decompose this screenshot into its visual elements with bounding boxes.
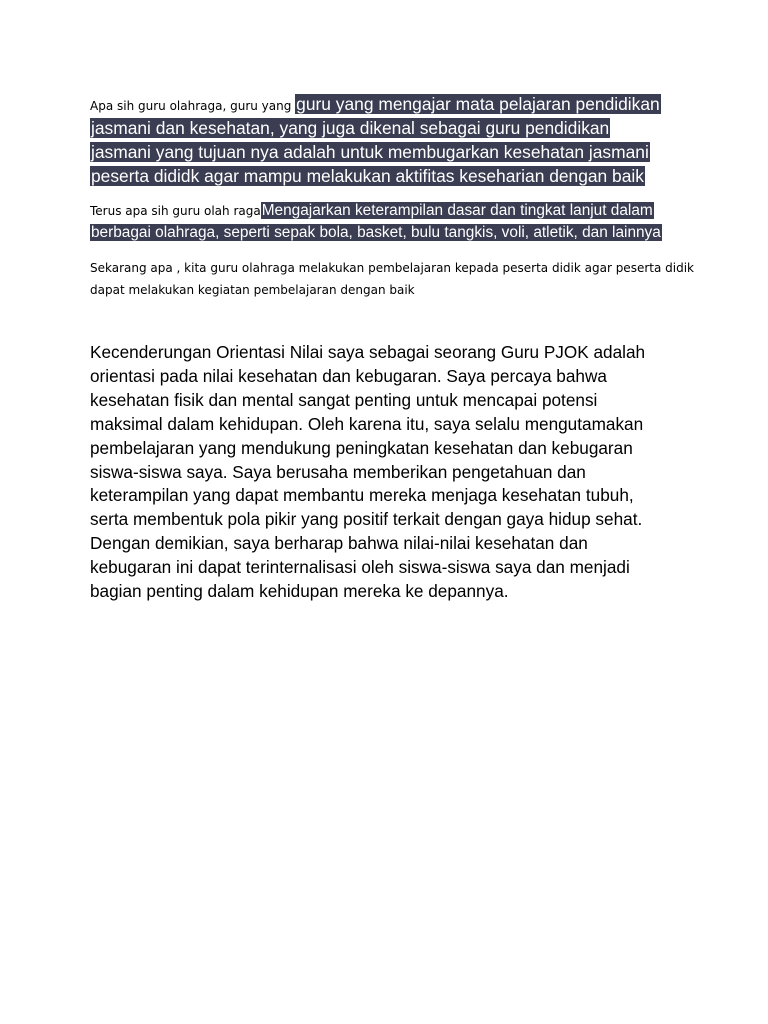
paragraph-line: Dengan demikian, saya berharap bahwa nilai-nilai kesehatan dan [90, 533, 588, 554]
paragraph-line: pembelajaran yang mendukung peningkatan kesehatan dan kebugaran [90, 437, 633, 458]
paragraph-line: bagian penting dalam kehidupan mereka ke depannya. [90, 581, 509, 602]
paragraph-line [90, 200, 690, 222]
paragraph-line [90, 92, 690, 116]
paragraph-line: dapat melakukan kegiatan pembelajaran dengan baik [90, 283, 415, 297]
highlighted-text: guru yang mengajar mata pelajaran pendidikan [296, 94, 660, 114]
paragraph-line [90, 222, 690, 244]
highlighted-text: Mengajarkan keterampilan dasar dan tingkat lanjut dalam [261, 202, 653, 219]
paragraph-guru-tasks [90, 200, 690, 244]
question-prefix: Apa sih guru olahraga, guru yang [90, 99, 296, 113]
paragraph-line: Kecenderungan Orientasi Nilai saya sebagai seorang Guru PJOK adalah [90, 342, 646, 362]
highlighted-text: berbagai olahraga, seperti sepak bola, basket, bulu tangkis, voli, atletik, dan lainnya [91, 224, 661, 241]
paragraph-line [90, 140, 690, 164]
paragraph-line: orientasi pada nilai kesehatan dan kebugaran. Saya percaya bahwa [90, 365, 607, 386]
paragraph-line: keterampilan yang dapat membantu mereka menjaga kesehatan tubuh, [90, 485, 634, 506]
paragraph-line: kebugaran ini dapat terinternalisasi oleh siswa-siswa saya dan menjadi [90, 557, 630, 578]
paragraph-line: kesehatan fisik dan mental sangat penting untuk mencapai potensi [90, 389, 598, 410]
paragraph-line [90, 164, 690, 188]
paragraph-line: serta membentuk pola pikir yang positif terkait dengan gaya hidup sehat. [90, 509, 643, 530]
paragraph-guru-definition [90, 92, 690, 188]
highlighted-text: jasmani yang tujuan nya adalah untuk membugarkan kesehatan jasmani [91, 142, 649, 162]
paragraph-sekarang [90, 257, 694, 301]
highlighted-text: peserta dididk agar mampu melakukan aktifitas keseharian dengan baik [91, 166, 644, 186]
paragraph-line: siswa-siswa saya. Saya berusaha memberikan pengetahuan dan [90, 461, 586, 482]
question-prefix: Terus apa sih guru olah raga [90, 204, 261, 218]
highlighted-text: jasmani dan kesehatan, yang juga dikenal sebagai guru pendidikan [91, 118, 610, 138]
paragraph-line: maksimal dalam kehidupan. Oleh karena itu, saya selalu mengutamakan [90, 413, 644, 434]
paragraph-line [90, 116, 690, 140]
paragraph-line: Sekarang apa , kita guru olahraga melakukan pembelajaran kepada peserta didik agar peserta didik [90, 261, 694, 275]
paragraph-orientasi-nilai [90, 341, 690, 604]
